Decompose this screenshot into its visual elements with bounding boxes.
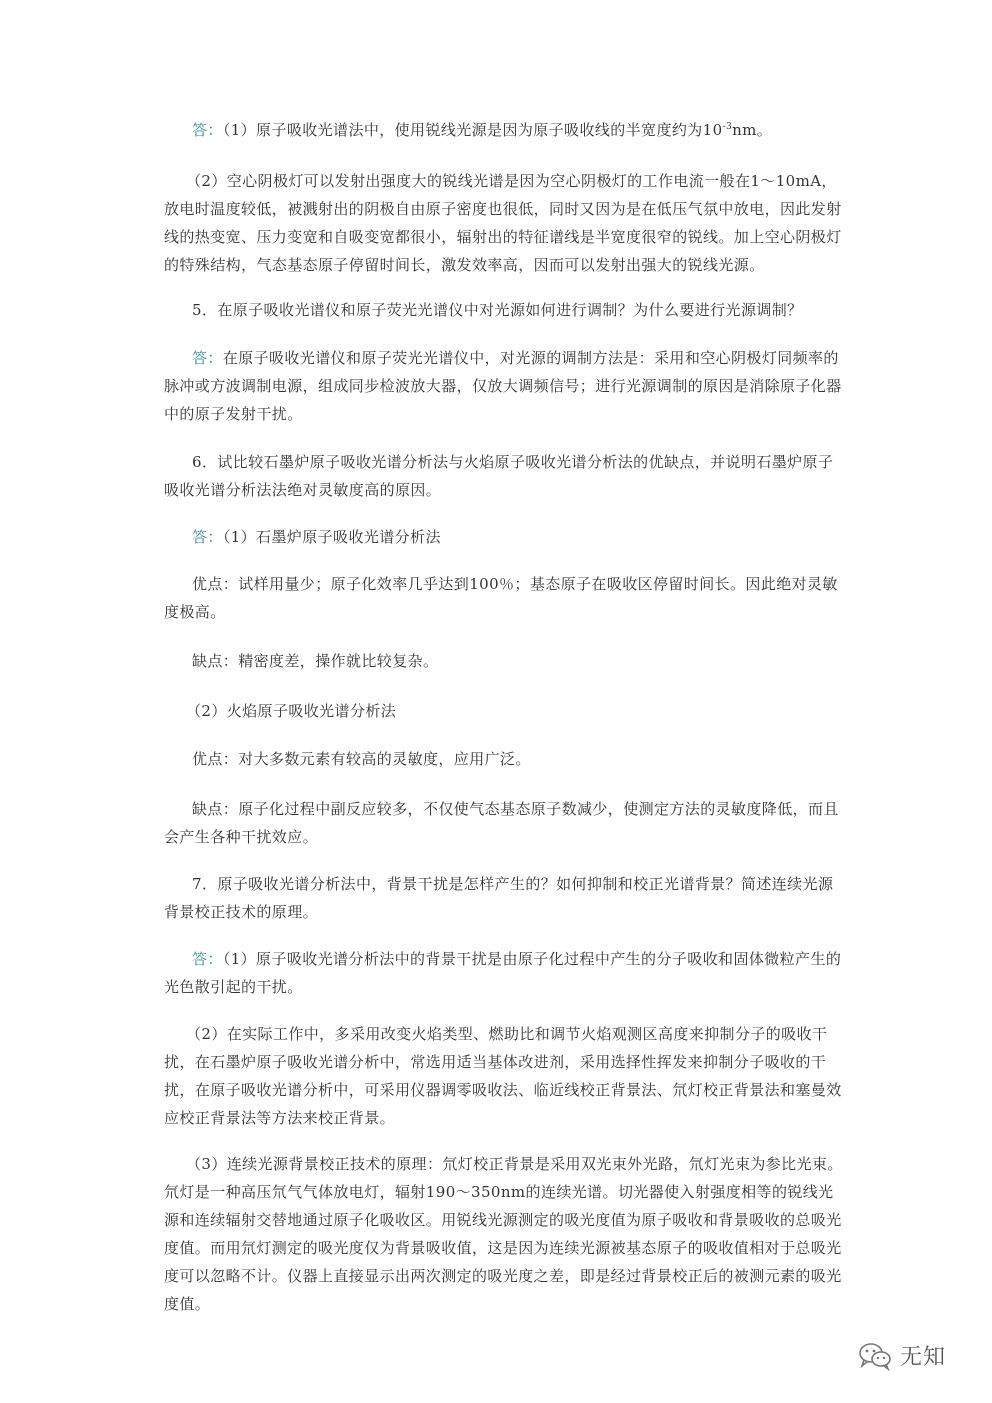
flame-advantages: 优点：对大多数元素有较高的灵敏度，应用广泛。	[192, 750, 531, 768]
answer-7-part-1	[164, 945, 844, 1001]
question-5: 5．在原子吸收光谱仪和原子荧光光谱仪中对光源如何进行调制？为什么要进行光源调制？	[192, 301, 803, 319]
answer-4-part-1	[164, 116, 844, 144]
superscript: -3	[722, 122, 733, 132]
wechat-icon	[858, 1341, 892, 1371]
paragraph-text: 在原子吸收光谱仪和原子荧光光谱仪中，对光源的调制方法是：采用和空心阴极灯同频率的脉冲或方波调制电源，组成同步检波放大器，仅放大调频信号；进行光源调制的原因是消除原子化器中的原子发射干扰。	[164, 349, 842, 423]
answer-5	[164, 344, 844, 428]
graphite-disadvantages: 缺点：精密度差，操作就比较复杂。	[192, 652, 439, 670]
paragraph-text: （1）原子吸收光谱分析法中的背景干扰是由原子化过程中产生的分子吸收和固体微粒产生的光色散引起的干扰。	[164, 950, 842, 996]
paragraph-text: （1）石墨炉原子吸收光谱分析法	[222, 528, 441, 546]
answer-label: 答：	[192, 528, 223, 546]
watermark	[858, 1340, 946, 1371]
answer-6-part-1	[164, 523, 844, 551]
flame-disadvantages: 缺点：原子化过程中副反应较多，不仅使气态基态原子数减少，使测定方法的灵敏度降低，而且会产生各种干扰效应。	[164, 800, 839, 846]
answer-6-part-2: （2）火焰原子吸收光谱分析法	[186, 702, 397, 720]
question-6: 6．试比较石墨炉原子吸收光谱分析法与火焰原子吸收光谱分析法的优缺点，并说明石墨炉原子吸收光谱分析法法绝对灵敏度高的原因。	[164, 453, 834, 499]
answer-label: 答：	[192, 121, 223, 139]
question-7: 7．原子吸收光谱分析法中，背景干扰是怎样产生的？如何抑制和校正光谱背景？简述连续光源背景校正技术的原理。	[164, 875, 834, 921]
answer-7-part-3: （3）连续光源背景校正技术的原理：氘灯校正背景是采用双光束外光路，氘灯光束为参比光束。氘灯是一种高压氘气气体放电灯，辐射190～350nm的连续光谱。切光器使入射强度相等的锐线光源和连续辐射交替地通过原子化吸收区。用锐线光源测定的吸光度值为原子吸收和背景吸收的总吸光度值。而用氘灯测定的吸光度仅为背景吸收值，这是因为连续光源被基态原子的吸收值相对于总吸光度可以忽略不计。仪器上直接显示出两次测定的吸光度之差，即是经过背景校正后的被测元素的吸光度值。	[164, 1155, 843, 1313]
watermark-text: 无知	[900, 1345, 947, 1370]
paragraph-tail: nm。	[732, 121, 773, 139]
paragraph-text: （1）原子吸收光谱法中，使用锐线光源是因为原子吸收线的半宽度约为10	[222, 121, 723, 139]
answer-label: 答：	[192, 950, 223, 968]
answer-4-part-2: （2）空心阴极灯可以发射出强度大的锐线光谱是因为空心阴极灯的工作电流一般在1～10mA，放电时温度较低，被溅射出的阴极自由原子密度也很低，同时又因为是在低压气氛中放电，因此发射线的热变宽、压力变宽和自吸变宽都很小，辐射出的特征谱线是半宽度很窄的锐线。加上空心阴极灯的特殊结构，气态基态原子停留时间长，激发效率高，因而可以发射出强大的锐线光源。	[164, 172, 842, 274]
answer-label: 答：	[192, 349, 223, 367]
graphite-advantages: 优点：试样用量少；原子化效率几乎达到100％；基态原子在吸收区停留时间长。因此绝对灵敏度极高。	[164, 575, 838, 621]
answer-7-part-2: （2）在实际工作中，多采用改变火焰类型、燃助比和调节火焰观测区高度来抑制分子的吸收干扰，在石墨炉原子吸收光谱分析中，常选用适当基体改进剂，采用选择性挥发来抑制分子吸收的干扰，在原子吸收光谱分析中，可采用仪器调零吸收法、临近线校正背景法、氘灯校正背景法和塞曼效应校正背景法等方法来校正背景。	[164, 1025, 842, 1127]
